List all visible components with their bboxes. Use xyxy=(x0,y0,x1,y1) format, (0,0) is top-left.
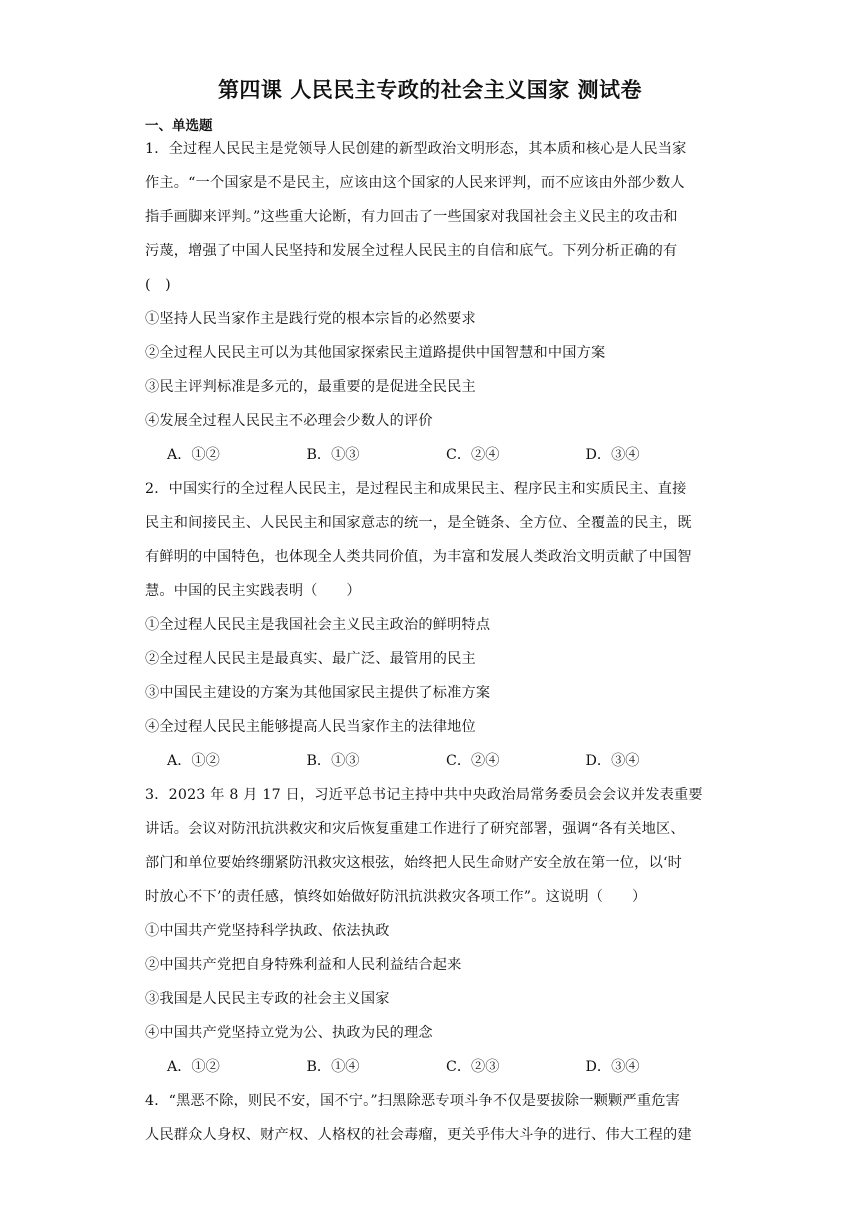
question-stem-line: 作主。“一个国家是不是民主，应该由这个国家的人民来评判，而不应该由外部少数人 xyxy=(145,175,685,191)
statement-item: ④发展全过程人民民主不必理会少数人的评价 xyxy=(145,413,433,429)
statement-item: ④中国共产党坚持立党为公、执政为民的理念 xyxy=(145,1025,433,1041)
statement-item: ①全过程人民民主是我国社会主义民主政治的鲜明特点 xyxy=(145,617,491,633)
answer-option: D．③④ xyxy=(585,447,640,463)
question-4 xyxy=(145,1091,725,1159)
question-stem-line: 部门和单位要始终绷紧防汛救灾这根弦，始终把人民生命财产安全放在第一位，以‘时 xyxy=(145,855,683,871)
answer-options xyxy=(145,751,725,785)
statement-item: ②全过程人民民主是最真实、最广泛、最管用的民主 xyxy=(145,651,476,667)
question-stem-line: 慧。中国的民主实践表明（ ） xyxy=(145,583,361,599)
answer-option: C．②④ xyxy=(446,447,500,463)
answer-option: A．①② xyxy=(167,447,220,463)
question-list xyxy=(145,139,725,1159)
statement-item: ③我国是人民民主专政的社会主义国家 xyxy=(145,991,390,1007)
statement-item: ④全过程人民民主能够提高人民当家作主的法律地位 xyxy=(145,719,476,735)
answer-option: D．③④ xyxy=(585,753,640,769)
question-stem-line: 3．2023 年 8 月 17 日，习近平总书记主持中共中央政治局常务委员会会议并发表重要 xyxy=(145,787,703,803)
section-heading: 一、单选题 xyxy=(145,118,213,134)
question-3 xyxy=(145,785,725,1091)
answer-option: C．②④ xyxy=(446,753,500,769)
question-stem-line: 人民群众人身权、财产权、人格权的社会毒瘤，更关乎伟大斗争的进行、伟大工程的建 xyxy=(145,1127,692,1143)
question-stem-line: 民主和间接民主、人民民主和国家意志的统一，是全链条、全方位、全覆盖的民主，既 xyxy=(145,515,692,531)
answer-option: D．③④ xyxy=(585,1059,640,1075)
question-stem-line: 时放心不下’的责任感，慎终如始做好防汛抗洪救灾各项工作”。这说明（ ） xyxy=(145,889,647,905)
question-stem-line: 指手画脚来评判。”这些重大论断，有力回击了一些国家对我国社会主义民主的攻击和 xyxy=(145,209,678,225)
question-stem-line: 污蔑，增强了中国人民坚持和发展全过程人民民主的自信和底气。下列分析正确的有 xyxy=(145,243,678,259)
statement-item: ③民主评判标准是多元的，最重要的是促进全民民主 xyxy=(145,379,476,395)
statement-item: ①中国共产党坚持科学执政、依法执政 xyxy=(145,923,390,939)
answer-option: B．①④ xyxy=(306,1059,360,1075)
answer-option: B．①③ xyxy=(306,753,360,769)
question-stem-line: ( ) xyxy=(145,277,171,293)
answer-option: A．①② xyxy=(167,1059,220,1075)
statement-item: ①坚持人民当家作主是践行党的根本宗旨的必然要求 xyxy=(145,311,476,327)
question-stem-line: 4．“黑恶不除，则民不安，国不宁。”扫黑除恶专项斗争不仅是要拔除一颗颗严重危害 xyxy=(145,1093,680,1109)
answer-option: A．①② xyxy=(167,753,220,769)
question-stem-line: 1．全过程人民民主是党领导人民创建的新型政治文明形态，其本质和核心是人民当家 xyxy=(145,141,687,157)
question-2 xyxy=(145,479,725,785)
question-stem-line: 讲话。会议对防汛抗洪救灾和灾后恢复重建工作进行了研究部署，强调“各有关地区、 xyxy=(145,821,685,837)
answer-options xyxy=(145,1057,725,1091)
statement-item: ②全过程人民民主可以为其他国家探索民主道路提供中国智慧和中国方案 xyxy=(145,345,606,361)
statement-item: ③中国民主建设的方案为其他国家民主提供了标准方案 xyxy=(145,685,491,701)
answer-options xyxy=(145,445,725,479)
page-title: 第四课 人民民主专政的社会主义国家 测试卷 xyxy=(217,78,643,102)
question-stem-line: 2．中国实行的全过程人民民主，是过程民主和成果民主、程序民主和实质民主、直接 xyxy=(145,481,687,497)
statement-item: ②中国共产党把自身特殊利益和人民利益结合起来 xyxy=(145,957,462,973)
question-1 xyxy=(145,139,725,479)
answer-option: C．②③ xyxy=(446,1059,500,1075)
answer-option: B．①③ xyxy=(306,447,360,463)
question-stem-line: 有鲜明的中国特色，也体现全人类共同价值，为丰富和发展人类政治文明贡献了中国智 xyxy=(145,549,692,565)
